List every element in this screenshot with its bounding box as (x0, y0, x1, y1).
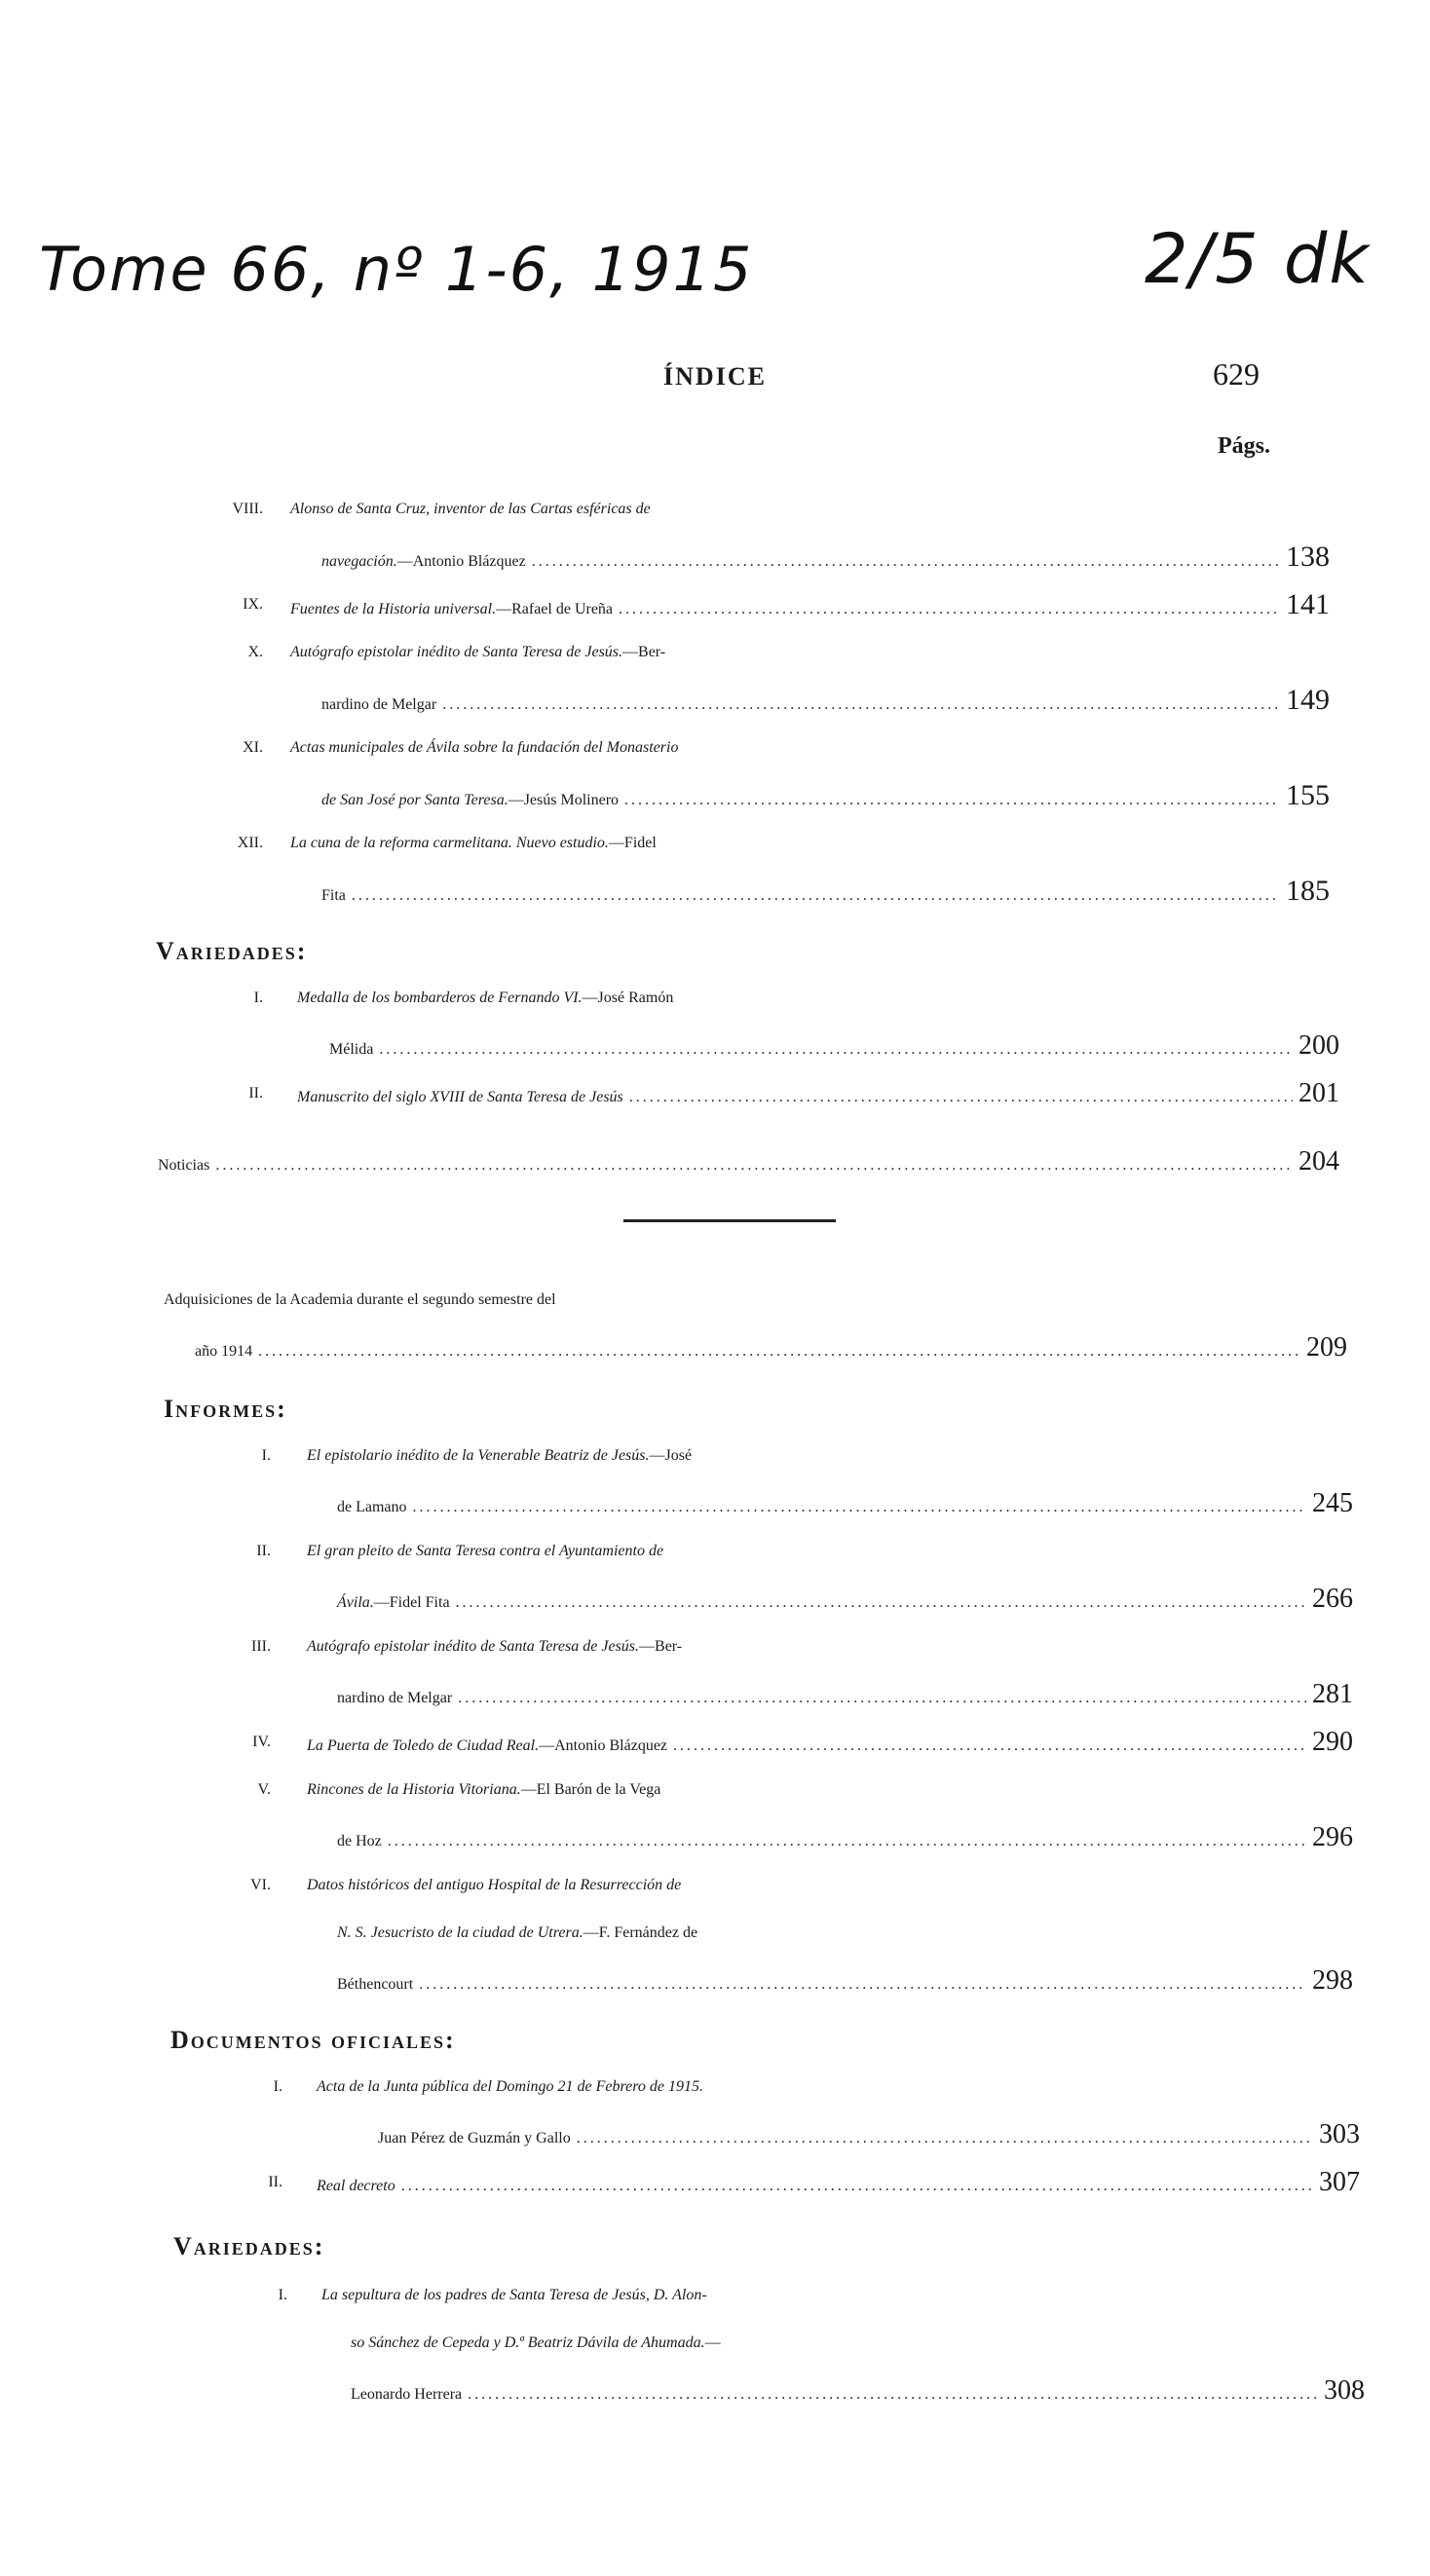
entry-author: —El Barón de la Vega (520, 1781, 661, 1798)
toc-line (0, 1432, 1430, 1479)
toc-line (0, 771, 1330, 819)
toc-noticias (0, 1138, 1430, 1185)
toc-line (0, 2271, 1430, 2319)
entry-author: —Ber- (622, 644, 666, 660)
toc-line (0, 1575, 1353, 1623)
toc-line (0, 974, 1430, 1022)
page-number: 629 (1213, 356, 1260, 392)
entry-page: 296 (1312, 1822, 1353, 1852)
handwritten-volume-note: Tome 66, nº 1-6, 1915 (39, 234, 754, 305)
roman-numeral: II. (256, 1543, 271, 1559)
entry-title: Noticias (158, 1157, 210, 1174)
toc-line (0, 1138, 1339, 1185)
entry-title: año 1914 (195, 1343, 253, 1360)
entry-title: Medalla de los bombarderos de Fernando VI. (297, 989, 583, 1006)
entry-author: —Rafael de Ureña (496, 601, 614, 617)
entry-page: 185 (1286, 875, 1330, 907)
entry-page: 155 (1286, 779, 1330, 811)
entry-page: 266 (1312, 1584, 1353, 1614)
toc-line (0, 1479, 1353, 1527)
entry-page: 245 (1312, 1488, 1353, 1518)
running-head (0, 356, 1430, 401)
entry-page: 281 (1312, 1679, 1353, 1709)
entry-page: 149 (1286, 684, 1330, 716)
roman-numeral: IX. (243, 596, 263, 613)
entry-author: —Ber- (639, 1638, 683, 1655)
entry-author: —Antonio Blázquez (539, 1737, 668, 1754)
section-divider (623, 1219, 836, 1222)
toc-line (0, 1527, 1430, 1575)
entry-author: nardino de Melgar (337, 1690, 453, 1706)
entry-author: —F. Fernández de (583, 1924, 698, 1941)
entry-page: 308 (1324, 2375, 1365, 2406)
section-heading-variedades: Variedades: (156, 937, 308, 965)
entry-author: de Lamano (337, 1499, 407, 1515)
entry-author: — (704, 2334, 721, 2351)
entry-author: nardino de Melgar (321, 696, 437, 713)
entry-title: La cuna de la reforma carmelitana. Nuevo estudio. (290, 835, 609, 851)
toc-group-variedades-1 (0, 974, 1430, 1117)
entry-title: de San José por Santa Teresa. (321, 792, 508, 808)
toc-line (0, 724, 1430, 771)
entry-page: 303 (1319, 2119, 1360, 2149)
roman-numeral: XI. (243, 739, 263, 756)
entry-author: —Antonio Blázquez (396, 553, 526, 570)
page-title: ÍNDICE (663, 362, 767, 391)
toc-line (0, 1813, 1353, 1861)
roman-numeral: I. (273, 2078, 282, 2095)
entry-title: La Puerta de Toledo de Ciudad Real. (307, 1737, 540, 1754)
toc-group-documentos (0, 2063, 1430, 2206)
roman-numeral: I. (261, 1447, 271, 1464)
entry-title: Real decreto (317, 2178, 395, 2194)
entry-title: La sepultura de los padres de Santa Teresa de Jesús, D. Alon- (321, 2287, 707, 2303)
entry-page: 204 (1298, 1146, 1339, 1176)
entry-title: Manuscrito del siglo XVIII de Santa Teresa de Jesús (297, 1089, 623, 1105)
toc-line (0, 533, 1330, 580)
entry-author: Béthencourt (337, 1976, 414, 1993)
toc-group-variedades-2 (0, 2271, 1430, 2414)
entry-page: 200 (1298, 1030, 1339, 1061)
entry-page: 209 (1306, 1332, 1347, 1363)
entry-title: Rincones de la Historia Vitoriana. (307, 1781, 521, 1798)
toc-line (0, 2367, 1365, 2414)
section-heading-variedades-2: Variedades: (173, 2232, 325, 2260)
toc-group-informes (0, 1432, 1430, 2004)
toc-line (0, 867, 1330, 915)
entry-page: 298 (1312, 1965, 1353, 1996)
section-heading-documentos: Documentos oficiales: (170, 2026, 456, 2054)
entry-title: Ávila. (337, 1594, 374, 1611)
toc-group-1 (0, 485, 1430, 915)
entry-page: 290 (1312, 1727, 1353, 1757)
toc-line (0, 676, 1330, 724)
entry-author: —José Ramón (582, 989, 674, 1006)
toc-line (0, 628, 1430, 676)
roman-numeral: I. (253, 989, 263, 1006)
entry-page: 138 (1286, 541, 1330, 573)
toc-line (0, 2158, 1360, 2206)
entry-title: El gran pleito de Santa Teresa contra el Ayuntamiento de (307, 1543, 664, 1559)
toc-line (0, 1718, 1353, 1766)
toc-line (0, 1957, 1353, 2004)
entry-author: Fita (321, 887, 346, 904)
entry-author: Juan Pérez de Guzmán y Gallo (378, 2130, 571, 2147)
toc-line (0, 1670, 1353, 1718)
roman-numeral: VI. (250, 1877, 271, 1893)
pags-label: Págs. (1218, 433, 1270, 459)
roman-numeral: IV. (252, 1734, 271, 1750)
entry-title: Acta de la Junta pública del Domingo 21 de Febrero de 1915. (317, 2078, 703, 2095)
toc-line (0, 2319, 1430, 2367)
entry-title: Datos históricos del antiguo Hospital de la Resurrección de (307, 1877, 682, 1893)
entry-author: —Fidel (608, 835, 657, 851)
toc-line (0, 485, 1430, 533)
entry-author: —Fidel Fita (373, 1594, 450, 1611)
entry-page: 201 (1298, 1078, 1339, 1108)
entry-author: —Jesús Molinero (508, 792, 620, 808)
toc-line (0, 1623, 1430, 1670)
toc-line (0, 1861, 1430, 1909)
entry-author: de Hoz (337, 1833, 382, 1849)
toc-line (0, 1324, 1347, 1371)
toc-line (0, 1069, 1339, 1117)
roman-numeral: II. (268, 2174, 282, 2190)
entry-title: Adquisiciones de la Academia durante el segundo semestre del (164, 1291, 556, 1308)
entry-title: Alonso de Santa Cruz, inventor de las Cartas esféricas de (290, 501, 651, 517)
toc-line (0, 819, 1430, 867)
toc-line (0, 580, 1330, 628)
roman-numeral: X. (247, 644, 263, 660)
roman-numeral: V. (257, 1781, 271, 1798)
toc-adquisiciones (0, 1276, 1430, 1371)
entry-author: Mélida (329, 1041, 374, 1058)
roman-numeral: III. (251, 1638, 271, 1655)
entry-author: —José (649, 1447, 693, 1464)
section-heading-informes: Informes: (164, 1395, 287, 1423)
roman-numeral: VIII. (232, 501, 263, 517)
toc-line (0, 1766, 1430, 1813)
entry-author: Leonardo Herrera (351, 2386, 463, 2403)
entry-title: El epistolario inédito de la Venerable Beatriz de Jesús. (307, 1447, 650, 1464)
roman-numeral: II. (248, 1085, 263, 1101)
entry-page: 307 (1319, 2167, 1360, 2197)
toc-line (0, 1022, 1339, 1069)
roman-numeral: XII. (237, 835, 263, 851)
entry-title: N. S. Jesucristo de la ciudad de Utrera. (337, 1924, 583, 1941)
toc-line (0, 1909, 1430, 1957)
roman-numeral: I. (278, 2287, 287, 2303)
entry-title: Actas municipales de Ávila sobre la fundación del Monasterio (290, 739, 679, 756)
toc-line (0, 1276, 1430, 1324)
handwritten-shelf-note: 2/5 dk (1145, 219, 1371, 299)
entry-title: navegación. (321, 553, 397, 570)
toc-line (0, 2110, 1360, 2158)
entry-title: so Sánchez de Cepeda y D.ª Beatriz Dávila de Ahumada. (351, 2334, 705, 2351)
entry-title: Autógrafo epistolar inédito de Santa Teresa de Jesús. (307, 1638, 640, 1655)
entry-title: Autógrafo epistolar inédito de Santa Teresa de Jesús. (290, 644, 623, 660)
entry-title: Fuentes de la Historia universal. (290, 601, 497, 617)
toc-line (0, 2063, 1430, 2110)
entry-page: 141 (1286, 588, 1330, 620)
